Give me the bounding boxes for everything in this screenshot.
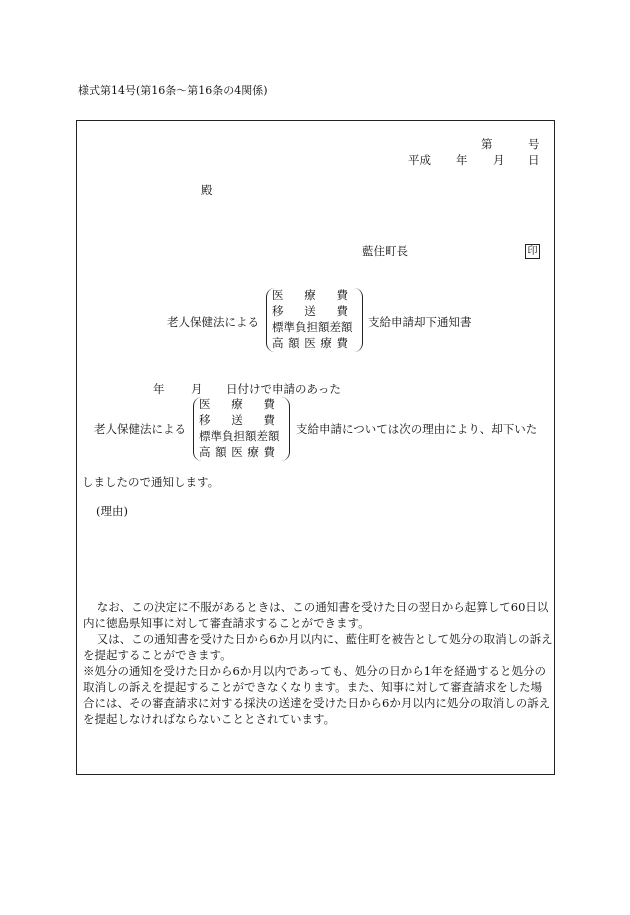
title-law: 老人保健法による bbox=[167, 315, 259, 329]
title-item-char: 移 bbox=[272, 304, 284, 318]
title-item-char: 送 bbox=[304, 304, 316, 318]
issuer: 藍住町長 bbox=[362, 244, 408, 258]
body-continuation: しましたので通知します。 bbox=[82, 475, 220, 489]
addressee-suffix: 殿 bbox=[201, 183, 213, 197]
body-item-char: 費 bbox=[263, 413, 275, 427]
title-item-2 bbox=[272, 305, 348, 319]
body-item-char: 費 bbox=[263, 445, 275, 459]
title-item-1 bbox=[272, 289, 348, 303]
title-item-char: 医 bbox=[304, 336, 316, 350]
body-item-char: 移 bbox=[199, 413, 211, 427]
body-item-char: 費 bbox=[263, 397, 275, 411]
title-item-char: 額 bbox=[288, 336, 300, 350]
note-caution: ※処分の通知を受けた日から6か月以内であっても、処分の日から1年を経過すると処分の取消しの訴えを提起することができなくなります。また、知事に対して審査請求をした場合には、その審査請求に対する採決の送達を受けた日から6か月以内に処分の取消しの訴えを提起しなければならないこととされています。 bbox=[83, 664, 551, 726]
body-item-char: 送 bbox=[231, 413, 243, 427]
note-appeal: なお、この決定に不服があるときは、この通知書を受けた日の翌日から起算して60日以内に徳島県知事に対して審査請求することができます。 bbox=[83, 600, 549, 630]
title-item-bracket bbox=[266, 288, 363, 352]
body-date-year: 年 bbox=[153, 382, 165, 396]
title-item-char: 費 bbox=[336, 288, 348, 302]
title-item-char: 療 bbox=[304, 288, 316, 302]
title-item-4 bbox=[272, 337, 348, 351]
body-item-char: 療 bbox=[231, 397, 243, 411]
form-label: 様式第14号(第16条～第16条の4関係) bbox=[78, 84, 268, 97]
note-lawsuit: 又は、この通知書を受けた日から6か月以内に、藍住町を被告として処分の取消しの訴えを提起することができます。 bbox=[83, 632, 553, 662]
body-item-3: 標準負担額差額 bbox=[199, 429, 280, 443]
body-date-month: 月 bbox=[191, 382, 203, 396]
body-item-4 bbox=[199, 446, 275, 460]
body-item-char: 医 bbox=[199, 397, 211, 411]
title-item-char: 高 bbox=[272, 336, 284, 350]
body-law: 老人保健法による bbox=[94, 422, 186, 436]
seal-mark: 印 bbox=[525, 244, 540, 259]
body-item-char: 医 bbox=[231, 445, 243, 459]
date-year: 年 bbox=[456, 153, 468, 167]
date-era: 平成 bbox=[408, 153, 431, 167]
date-day: 日 bbox=[528, 153, 540, 167]
body-item-char: 額 bbox=[215, 445, 227, 459]
title-item-char: 費 bbox=[336, 336, 348, 350]
body-after-items: 支給申請については次の理由により、却下いた bbox=[296, 422, 538, 436]
number-prefix: 第 bbox=[481, 137, 493, 151]
title-item-char: 療 bbox=[320, 336, 332, 350]
number-suffix: 号 bbox=[528, 137, 540, 151]
reason-label: (理由) bbox=[96, 504, 128, 518]
body-date-rest: 日付けで申請のあった bbox=[226, 382, 341, 396]
title-item-char: 医 bbox=[272, 288, 284, 302]
date-month: 月 bbox=[493, 153, 505, 167]
body-item-bracket bbox=[193, 397, 290, 461]
body-item-2 bbox=[199, 414, 275, 428]
title-item-3: 標準負担額差額 bbox=[272, 320, 353, 334]
body-item-char: 療 bbox=[247, 445, 259, 459]
title-item-char: 費 bbox=[336, 304, 348, 318]
body-item-1 bbox=[199, 398, 275, 412]
body-item-char: 高 bbox=[199, 445, 211, 459]
notes bbox=[83, 599, 553, 727]
title-suffix: 支給申請却下通知書 bbox=[368, 315, 472, 329]
